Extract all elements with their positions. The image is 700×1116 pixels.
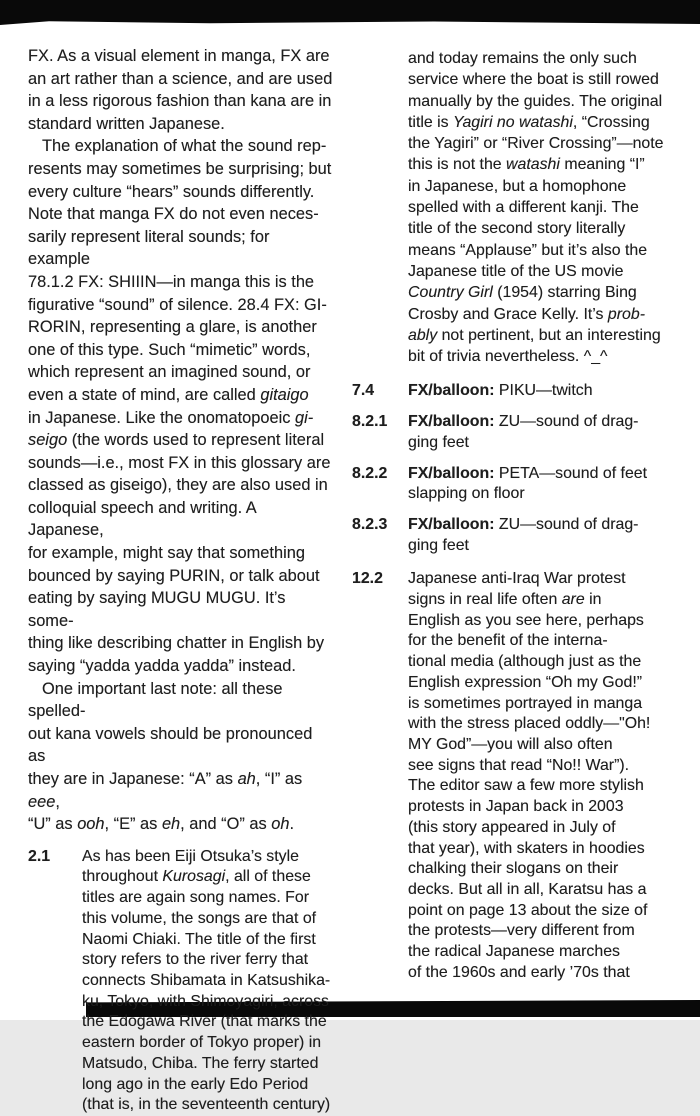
entry-number: 12.2 (352, 570, 383, 588)
entry-number: 7.4 (352, 382, 375, 400)
glossary-entry (28, 847, 334, 1116)
entry-number: 8.2.2 (352, 464, 388, 482)
entry-text: Japanese anti-Iraq War protest signs in real life often are in English as you see here, perhaps for the benefit of the interna- tional media (although just as the English expression “Oh my God!” is sometimes portrayed in manga with the stress placed oddly—"Oh! MY God”—you will also often see signs that read “No!! War”). The editor saw a few more stylish protests in Japan back in 2003 (this story appeared in July of that year), with skaters in hoodies chalking their slogans on their decks. But all in all, Karatsu has a point on page 13 about the size of the protests—very different from the radical Japanese marches of the 1960s and early ’70s that (408, 570, 651, 981)
right-column (352, 48, 676, 983)
entry-continuation-text: and today remains the only such service where the boat is still rowed manually by the guides. The original title is Yagiri no watashi, “Crossing the Yagiri” or “River Crossing”—note this is not the watashi meaning “I” in Japanese, but a homophone spelled with a different kanji. The title of the second story literally means “Applause” but it’s also the Japanese title of the US movie Country Girl (1954) starring Bing Crosby and Grace Kelly. It’s prob- ably not pertinent, but an interesting bit of trivia nevertheless. ^_^ (408, 50, 664, 366)
entry-number: 8.2.1 (352, 413, 388, 431)
scan-artifact-top-bar (0, 0, 700, 25)
glossary-entry (352, 381, 676, 402)
glossary-entry (352, 412, 676, 453)
entry-text: As has been Eiji Otsuka’s style throughout Kurosagi, all of these titles are again song names. For this volume, the songs are that of Naomi Chiaki. The title of the first story refers to the river ferry that connects Shibamata in Katsushika- ku, Tokyo, with Shimoyagiri, across the Edogawa River (that marks the eastern border of Tokyo proper) in Matsudo, Chiba. The ferry started long ago in the early Edo Period (that is, in the seventeenth century) (82, 847, 331, 1114)
entry-text: FX/balloon: PIKU—twitch (408, 382, 593, 400)
glossary-paragraph: FX. As a visual element in manga, FX are an art rather than a science, and are used in a less rigorous fashion than kana are in standard written Japanese. (28, 47, 333, 133)
glossary-entry (352, 569, 676, 983)
glossary-entry (352, 515, 676, 556)
glossary-paragraph: The explanation of what the sound rep- resents may sometimes be surprising; but every culture “hears” sounds differently. Note that manga FX do not even neces- sarily represent literal sounds; for example 78.1.2 FX: SHIIIN—in manga this is the figurative “sound” of silence. 28.4 FX: GI- RORIN, representing a glare, is another one of this type. Such “mimetic” words, which represent an imagined sound, or even a state of mind, are called gitaigo in Japanese. Like the onomatopoeic gi- seigo (the words used to represent literal sounds—i.e., most FX in this glossary are classed as giseigo), they are also used in colloquial speech and writing. A Japanese, for example, might say that something bounced by saying PURIN, or talk about eating by saying MUGU MUGU. It’s some- thing like describing chatter in English by saying “yadda yadda yadda” instead. (28, 137, 332, 676)
entry-text: FX/balloon: PETA—sound of feet slapping on floor (408, 464, 648, 503)
glossary-entry (352, 464, 676, 505)
glossary-paragraph: One important last note: all these spelled- out kana vowels should be pronounced as they are in Japanese: “A” as ah, “I” as eee, “U” as ooh, “E” as eh, and “O” as oh. (28, 679, 313, 834)
entry-number: 2.1 (28, 847, 51, 865)
left-column (28, 45, 334, 1116)
entry-number: 8.2.3 (352, 515, 388, 533)
entry-text: FX/balloon: ZU—sound of drag- ging feet (408, 413, 639, 451)
entry-text: FX/balloon: ZU—sound of drag- ging feet (408, 515, 639, 554)
